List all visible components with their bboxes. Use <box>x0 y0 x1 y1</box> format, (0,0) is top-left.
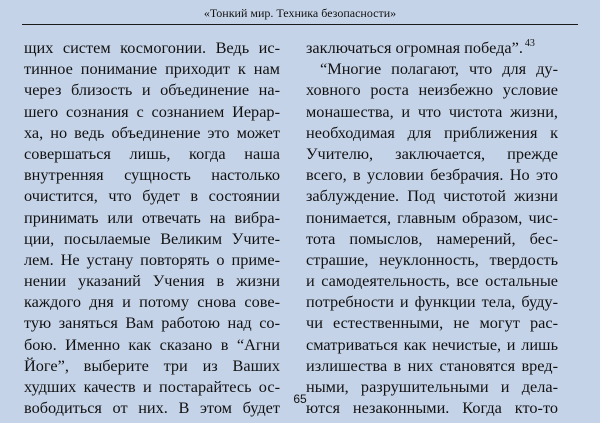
right-text-column <box>306 37 558 418</box>
text-line: заблуждение. Под чистотой жизни <box>306 186 558 206</box>
text-line: необходимая для приближения к <box>306 122 558 142</box>
text-line: и самодеятельность, все остальные <box>306 271 558 291</box>
footnote-reference[interactable]: 43 <box>524 38 535 49</box>
text-line <box>306 37 558 58</box>
text-line: ции, посылаемые Великим Учите- <box>24 228 280 248</box>
text-line: “Многие полагают, что для ду- <box>320 59 558 79</box>
text-line: ха, но ведь объединение это может <box>24 122 280 142</box>
text-line: потребности и функции тела, буду- <box>306 292 558 312</box>
text-line: худших качеств и постарайтесь ос- <box>24 377 280 396</box>
text-line: ными, разрушительными и дела- <box>306 377 558 396</box>
text-line: сматриваться как нечистые, и лишь <box>306 334 558 354</box>
text-line: шего сознания с сознанием Иерар- <box>24 101 280 121</box>
running-header: «Тонкий мир. Техника безопасности» <box>203 6 397 20</box>
text-line: лем. Не устану повторять о приме- <box>24 249 280 269</box>
text-line: щих систем космогонии. Ведь ис- <box>24 38 280 57</box>
text-line: внутренняя сущность настолько <box>24 165 280 185</box>
text-line: тую заняться Вам работою над со- <box>24 313 280 333</box>
header-divider <box>22 24 578 25</box>
page-number: 65 <box>293 392 307 406</box>
text-line: нении указаний Учения в жизни <box>24 271 280 291</box>
text-line: тота помыслов, намерений, бес- <box>306 228 558 248</box>
text-line: Йоге”, выберите три из Ваших <box>24 355 280 375</box>
left-text-column <box>24 37 280 418</box>
text-line: понимается, главным образом, чис- <box>306 207 558 227</box>
text-line: монашества, и что чистота жизни, <box>306 101 558 121</box>
text-line: каждого дня и потому снова сове- <box>24 292 280 312</box>
text-line: всего, в условии безбрачия. Но это <box>306 165 558 185</box>
text-line: Учителю, заключается, прежде <box>306 143 558 163</box>
text-line: страшие, неуклонность, твердость <box>306 249 558 269</box>
text-line: совершаться лишь, когда наша <box>24 143 280 163</box>
text-line: ются незаконными. Когда кто-то <box>306 398 558 418</box>
text-line: очистится, что будет в состоянии <box>24 186 280 206</box>
text-line: излишества в них становятся вред- <box>306 355 558 375</box>
text-line: чи естественными, не могут рас- <box>306 313 558 333</box>
text-line: тинное понимание приходит к нам <box>24 59 280 79</box>
text-line: вободиться от них. В этом будет <box>24 398 280 418</box>
text-line-content: заключаться огромная победа”. <box>306 38 523 57</box>
text-line: через близость и объединение на- <box>24 80 280 100</box>
text-line: принимать или отвечать на вибра- <box>24 207 280 227</box>
text-line: бою. Именно как сказано в “Агни <box>24 334 280 354</box>
text-line: ховного роста неизбежно условие <box>306 80 558 100</box>
